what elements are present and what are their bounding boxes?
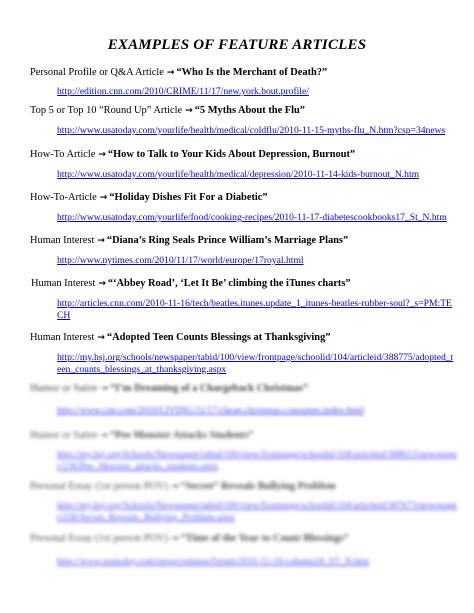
article-entry xyxy=(30,104,460,136)
article-type-label: Human Interest xyxy=(31,278,96,289)
article-link[interactable]: http://edition.cnn.com/2010/CRIME/11/17/new.york.bout.profile/ xyxy=(57,86,309,97)
article-entry xyxy=(30,66,460,97)
article-title: “5 Myths About the Flu” xyxy=(194,105,305,116)
entry-heading xyxy=(30,191,460,205)
article-link[interactable]: http://www.usatoday.com/yourlife/health/medical/depression/2010-11-14-kids-burnout_N.htm xyxy=(57,169,420,180)
article-type-label: Personal Profile or Q&A Article xyxy=(30,67,164,78)
article-link[interactable]: http://articles.cnn.com/2010-11-16/tech/beatles.itunes.update_1_itunes-beatles-rubber-soul?_s=PM:TECH xyxy=(57,298,452,321)
article-title: “How to Talk to Your Kids About Depression, Burnout” xyxy=(107,149,356,160)
arrow-right-icon: → xyxy=(98,150,106,160)
article-type-label: Personal Essay (1st person POV) xyxy=(30,481,168,492)
entry-heading xyxy=(30,429,460,443)
article-link[interactable]: http://www.usatoday.com/yourlife/health/medical/coldflu/2010-11-15-myths-flu_N.htm?csp=34news xyxy=(57,125,446,136)
article-entry xyxy=(30,234,460,266)
article-title: “Who Is the Merchant of Death?” xyxy=(176,67,328,78)
article-type-label: Human Interest xyxy=(30,332,95,343)
article-link[interactable]: http://my.hsj.org/schools/newspaper/tabid/100/view/frontpage/schoolid/104/articleid/388775/adopted_teen_counts_blessings_at_thanksgiving.aspx xyxy=(57,352,454,375)
entry-heading xyxy=(30,382,460,396)
article-type-label: Personal Essay (1st person POV) xyxy=(30,533,168,544)
article-type-label: Humor or Satire xyxy=(30,383,98,394)
article-link[interactable]: http://www.cnn.com/2010/LIVING/11/17/cheap.christmas.consumer.index.html xyxy=(57,405,365,416)
article-title: “I’m Dreaming of a Chargeback Christmas” xyxy=(110,383,309,394)
blurred-article-entry xyxy=(30,382,460,416)
arrow-right-icon: → xyxy=(97,333,105,343)
article-type-label: Top 5 or Top 10 “Round Up” Article xyxy=(30,105,183,116)
article-title: “Holiday Dishes Fit For a Diabetic” xyxy=(109,192,268,203)
article-link[interactable]: http://www.nytimes.com/2010/11/17/world/europe/17royal.html xyxy=(57,255,304,266)
article-entry xyxy=(31,277,461,321)
entry-heading xyxy=(31,277,461,291)
arrow-right-icon: → xyxy=(100,384,109,394)
page-title: EXAMPLES OF FEATURE ARTICLES xyxy=(107,37,367,53)
article-type-label: How-To Article xyxy=(30,149,96,160)
entry-heading xyxy=(30,148,460,162)
arrow-right-icon: → xyxy=(98,279,106,289)
article-link[interactable]: http://www.usatoday.com/news/opinion/forum/2010-11-24-column24_ST_N.htm xyxy=(57,556,370,567)
article-type-label: Human Interest xyxy=(30,235,95,246)
entry-heading xyxy=(30,234,460,248)
article-title: “Adopted Teen Counts Blessings at Thanksgiving” xyxy=(106,332,331,343)
arrow-right-icon: → xyxy=(170,534,179,544)
article-title: “Time of the Year to Count Blessings” xyxy=(180,533,349,544)
article-type-label: Humor or Satire xyxy=(30,430,98,441)
arrow-right-icon: → xyxy=(166,68,175,78)
entry-heading xyxy=(30,331,460,345)
entry-heading xyxy=(30,104,460,118)
article-type-label: How-To-Article xyxy=(30,192,97,203)
entry-heading xyxy=(30,532,460,546)
article-entry xyxy=(30,148,460,180)
arrow-right-icon: → xyxy=(99,193,108,203)
article-title: “Pee Monster Attacks Students” xyxy=(110,430,254,441)
arrow-right-icon: → xyxy=(185,106,193,116)
blurred-article-entry xyxy=(30,429,460,472)
entry-heading xyxy=(30,480,460,494)
article-title: “Secret” Reveals Bullying Problem xyxy=(180,481,336,492)
blurred-article-entry xyxy=(30,532,460,567)
entry-heading xyxy=(30,66,460,80)
blurred-article-entry xyxy=(30,480,460,523)
article-link[interactable]: http://my.hsj.org/Schools/Newspaper/tabid/100/view/frontpage/schoolid/104/articleid/387673/newspaper/236/Secret_Reveals_Bullying_Problem.aspx xyxy=(57,500,457,523)
arrow-right-icon: → xyxy=(100,431,109,441)
arrow-right-icon: → xyxy=(97,236,105,246)
article-link[interactable]: http://www.usatoday.com/yourlife/food/cooking-recipes/2010-11-17-diabetescookbooks17_St_N.htm xyxy=(57,212,447,223)
arrow-right-icon: → xyxy=(170,482,179,492)
article-entry xyxy=(30,331,460,375)
article-entry xyxy=(30,191,460,223)
article-title: “Diana’s Ring Seals Prince William’s Marriage Plans” xyxy=(106,235,349,246)
article-link[interactable]: http://my.hsj.org/Schools/Newspaper/tabid/100/view/frontpage/schoolid/104/articleid/388613/newspaper/236/Pee_Monster_attacks_students.aspx xyxy=(57,449,457,472)
article-title: “‘Abbey Road’, ‘Let It Be’ climbing the iTunes charts” xyxy=(107,278,351,289)
